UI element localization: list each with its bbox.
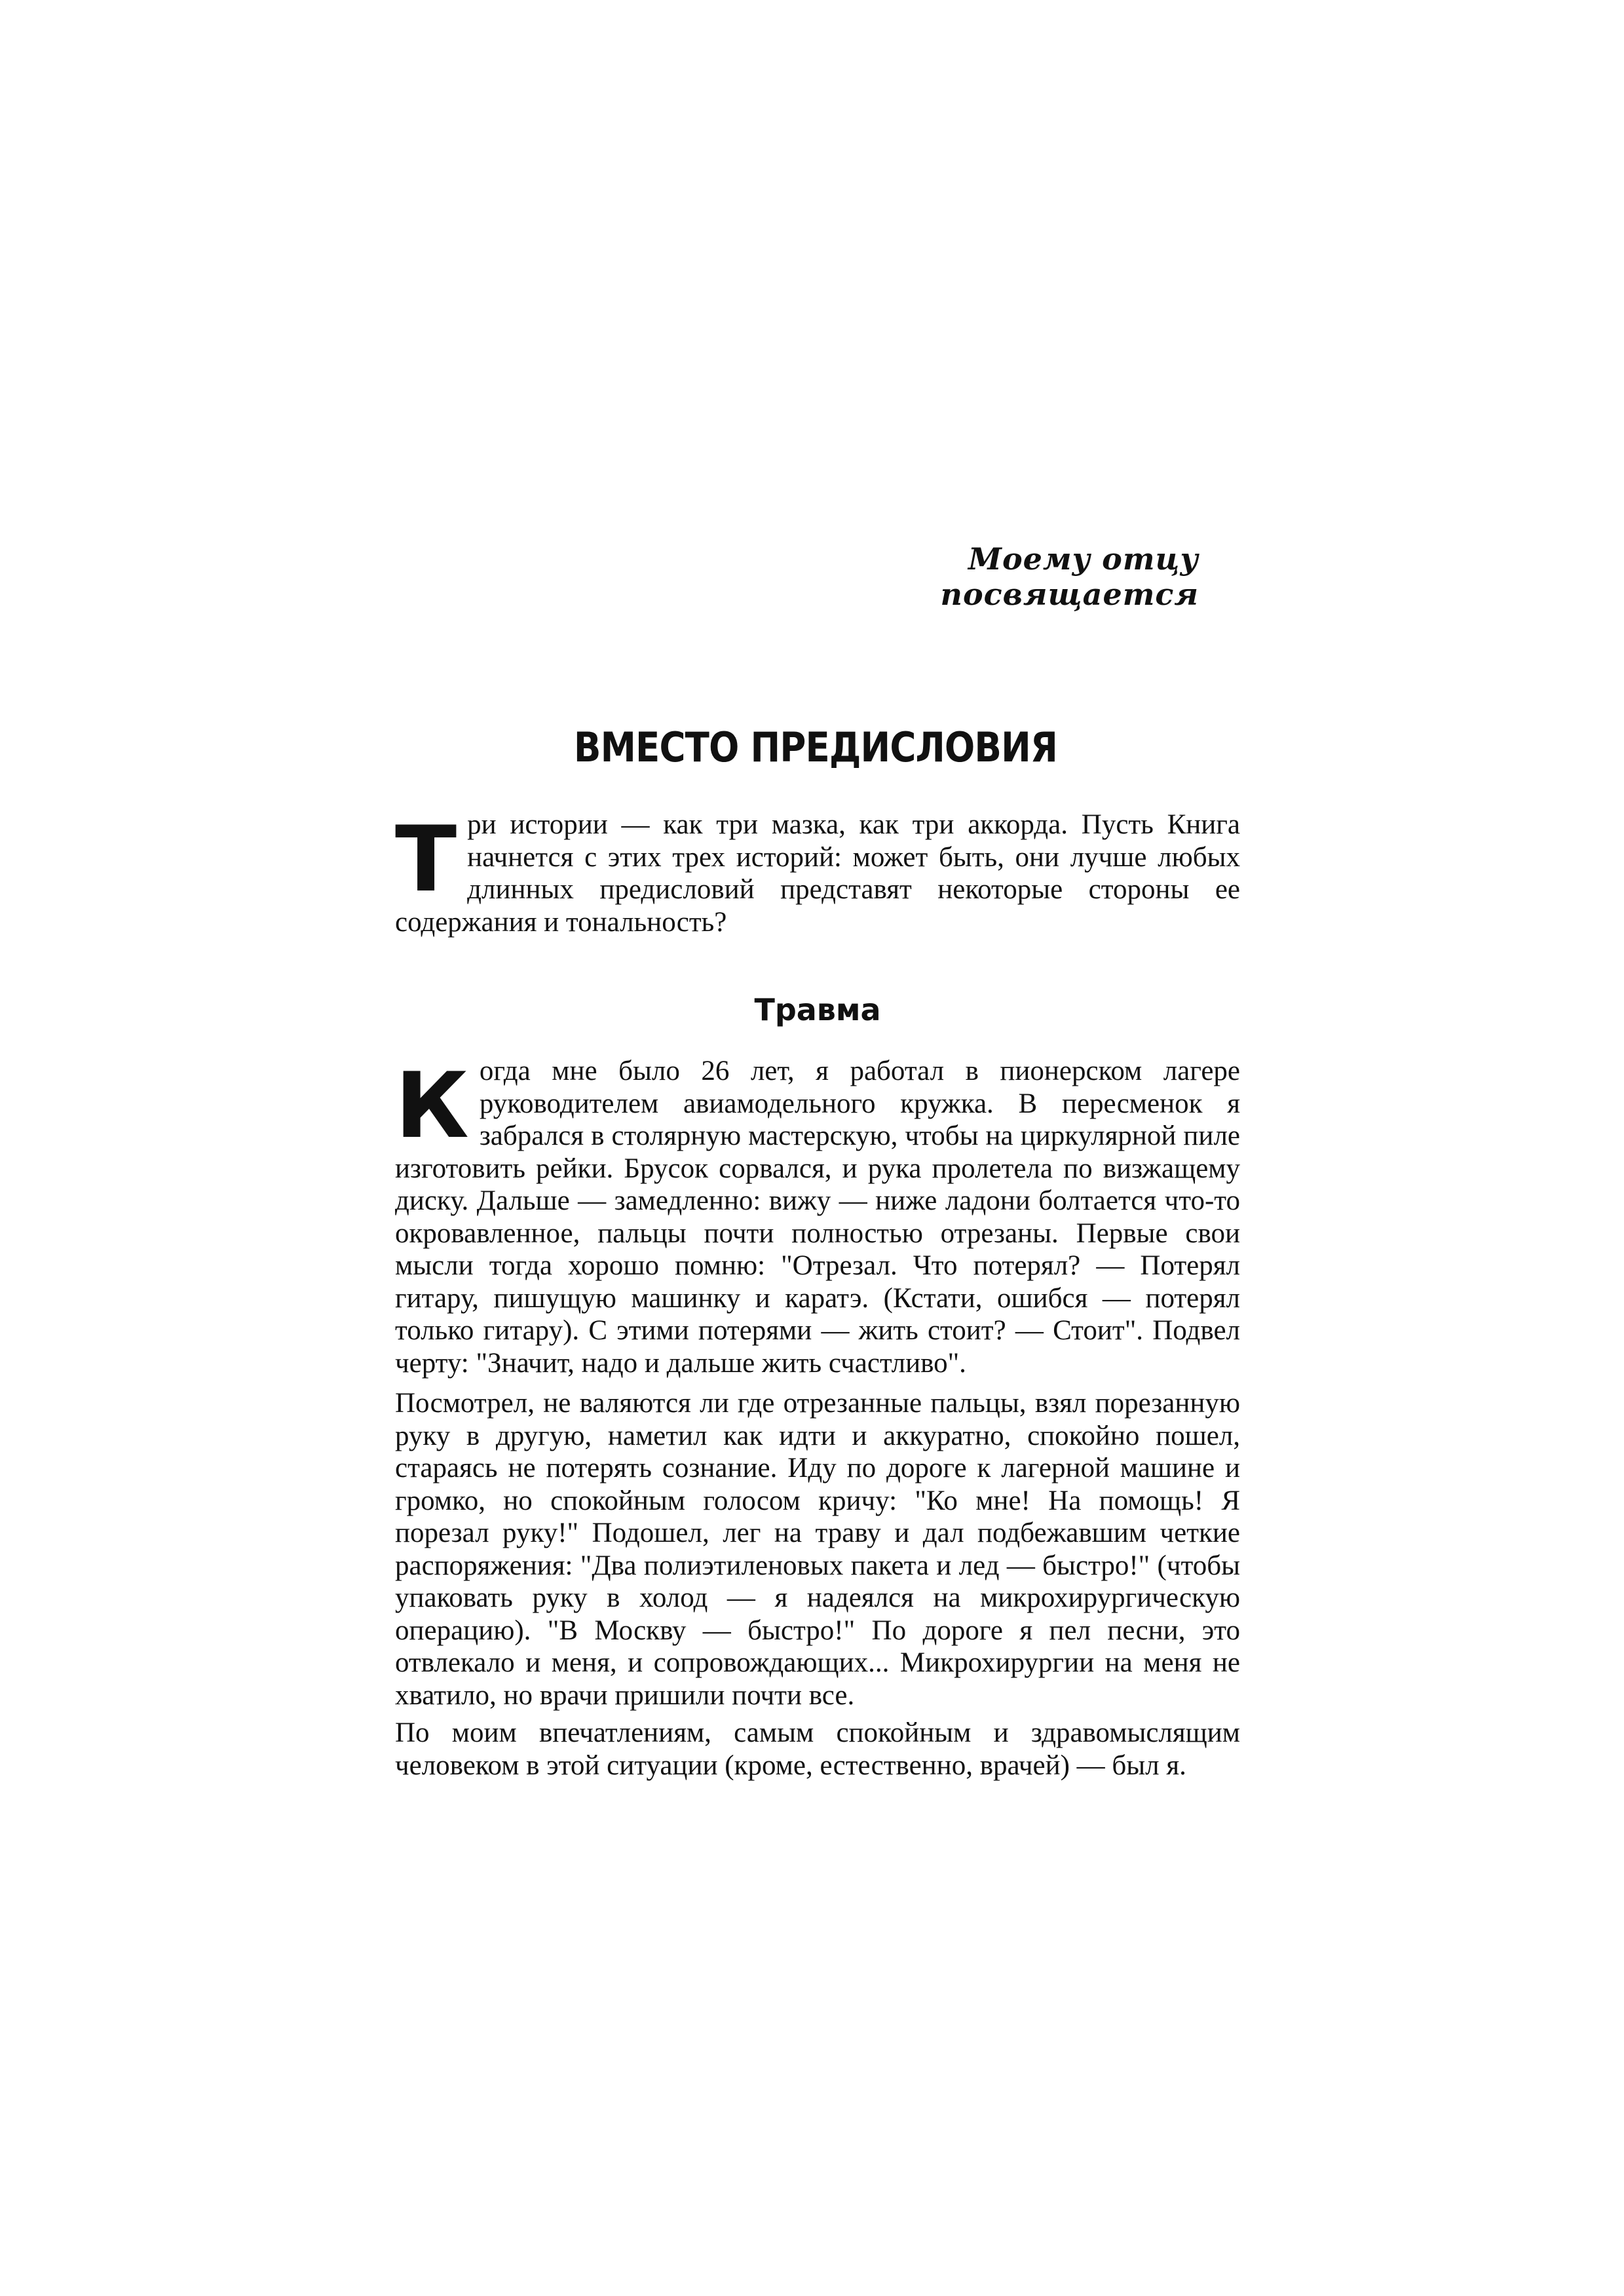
chapter-title: ВМЕСТО ПРЕДИСЛОВИЯ <box>573 723 1058 771</box>
section-title: Травма <box>754 992 881 1027</box>
intro-block <box>395 809 1240 938</box>
story-paragraph-3: По моим впечатлениям, самым спокойным и здравомыслящим человеком в этой ситуации (кроме, естественно, врачей) — был я. <box>395 1717 1240 1781</box>
story-paragraph-1 <box>395 1055 1240 1379</box>
intro-paragraph <box>395 809 1240 938</box>
story-paragraph-2: Посмотрел, не валяются ли где отрезанные пальцы, взял порезанную руку в другую, наметил как идти и аккуратно, спокойно пошел, стараясь не потерять сознание. Иду по дороге к лагерной машине и громко, но спокойным голосом кричу: "Ко мне! На помощь! Я порезал руку!" Подошел, лег на траву и дал подбежавшим четкие распоряжения: "Два полиэтиленовых пакета и лед — быстро!" (чтобы упаковать руку в холод — я надеялся на микрохирургическую операцию). "В Москву — быстро!" По дороге я пел песни, это отвлекало и меня, и сопровождающих... Микрохирургии на меня не хватило, но врачи пришили почти все. <box>395 1388 1240 1711</box>
dedication: Моему отцу посвящается <box>940 541 1199 612</box>
story-block <box>395 1055 1240 1782</box>
story-paragraph-1-text: огда мне было 26 лет, я работал в пионерском лагере руководителем авиамодельного кружка. В пересменок я забрался в столярную мастерскую, чтобы на циркулярной пиле изготовить рейки. Брусок сорвался, и рука пролетела по визжащему диску. Дальше — замедленно: вижу — ниже ладони болтается что-то окровавленное, пальцы почти полностью отрезаны. Первые свои мысли тогда хорошо помню: "Отрезал. Что потерял? — Потерял гитару, пишущую машинку и каратэ. (Кстати, ошибся — потерял только гитару). С этими потерями — жить стоит? — Стоит". Подвел черту: "Значит, надо и дальше жить счастливо". <box>395 1056 1240 1379</box>
story-drop-cap: К <box>395 1053 469 1158</box>
intro-drop-cap: Т <box>395 807 457 912</box>
intro-text: ри истории — как три мазка, как три аккорда. Пусть Книга начнется с этих трех историй: может быть, они лучше любых длинных предисловий представят некоторые стороны ее содержания и тональность? <box>395 809 1240 938</box>
